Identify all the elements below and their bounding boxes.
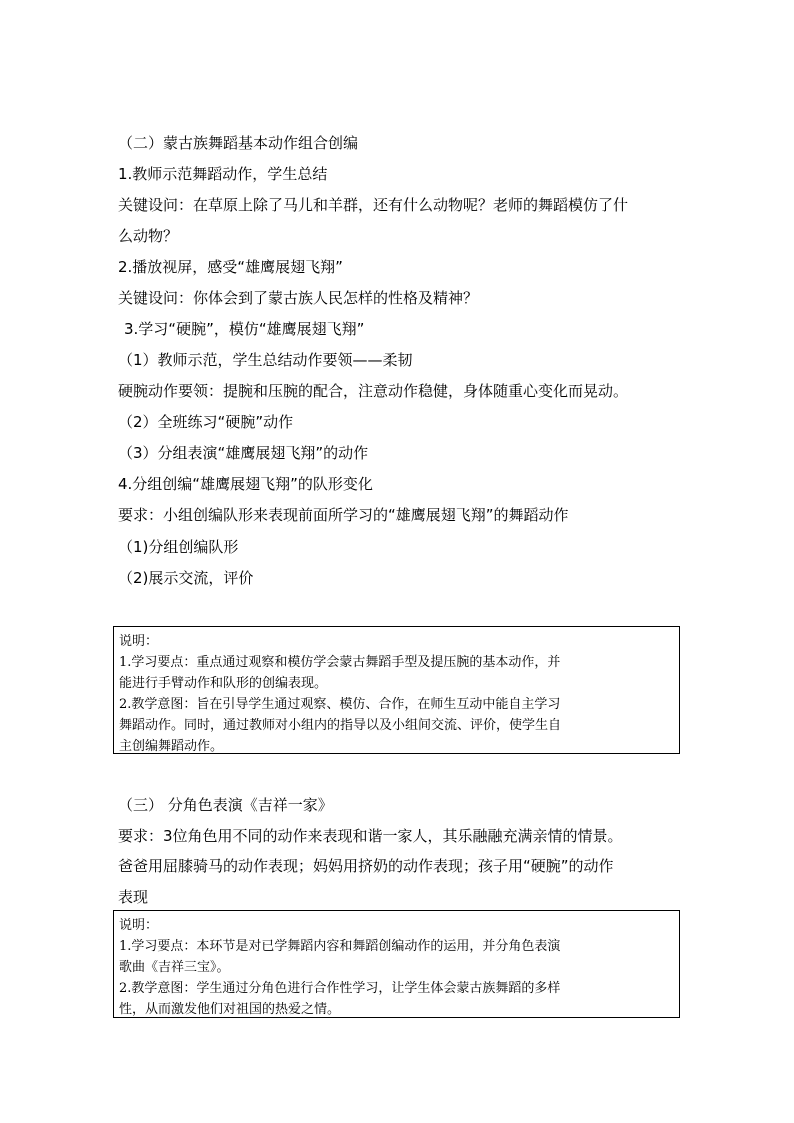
note-line: 2.教学意图：旨在引导学生通过观察、模仿、合作，在师生互动中能自主学习	[119, 697, 561, 712]
note-line: 1.学习要点：本环节是对已学舞蹈内容和舞蹈创编动作的运用，并分角色表演	[119, 939, 561, 954]
key-question-2: 关键设问：你体会到了蒙古族人民怎样的性格及精神？	[118, 289, 479, 307]
note-line: 主创编舞蹈动作。	[119, 739, 224, 754]
note-line: 2.教学意图：学生通过分角色进行合作性学习，让学生体会蒙古族舞蹈的多样	[119, 981, 561, 996]
key-question-1-line1: 关键设问：在草原上除了马儿和羊群，还有什么动物呢？老师的舞蹈模仿了什	[118, 196, 629, 214]
note-box-2	[113, 910, 680, 1018]
note-line: 歌曲《吉祥三宝》。	[119, 960, 230, 975]
key-question-1-line2: 么动物？	[118, 227, 179, 245]
note-line: 舞蹈动作。同时，通过教师对小组内的指导以及小组间交流、评价，使学生自	[119, 718, 562, 733]
requirement-2: 要求：3位角色用不同的动作来表现和谐一家人，其乐融融充满亲情的情景。	[118, 827, 623, 845]
roles-line2: 表现	[118, 888, 149, 906]
section2-heading: （二）蒙古族舞蹈基本动作组合创编	[118, 134, 359, 152]
roles-line1: 爸爸用屈膝骑马的动作表现；妈妈用挤奶的动作表现；孩子用“硬腕”的动作	[118, 857, 614, 875]
note-box-1	[113, 626, 680, 754]
note-line: 1.学习要点：重点通过观察和模仿学会蒙古舞蹈手型及提压腕的基本动作，并	[119, 655, 561, 670]
item2: 2.播放视屏，感受“雄鹰展翅飞翔”	[118, 258, 343, 276]
note-line: 能进行手臂动作和队形的创编表现。	[119, 676, 328, 691]
requirement-1: 要求：小组创编队形来表现前面所学习的“雄鹰展翅飞翔”的舞蹈动作	[118, 506, 569, 524]
sub-step2: （2)展示交流，评价	[118, 569, 254, 587]
step1: （1）教师示范，学生总结动作要领——柔韧	[118, 351, 413, 369]
note-title: 说明：	[119, 634, 159, 649]
sub-step1: （1)分组创编队形	[118, 538, 239, 556]
note-title: 说明：	[119, 918, 159, 933]
item4: 4.分组创编“雄鹰展翅飞翔”的队形变化	[118, 475, 373, 493]
step3: （3）分组表演“雄鹰展翅飞翔”的动作	[118, 444, 369, 462]
section3-heading: （三） 分角色表演《吉祥一家》	[118, 796, 333, 814]
step2: （2）全班练习“硬腕”动作	[118, 413, 294, 431]
note-line: 性，从而激发他们对祖国的热爱之情。	[119, 1002, 341, 1017]
item3: 3.学习“硬腕”，模仿“雄鹰展翅飞翔”	[124, 320, 365, 338]
item1: 1.教师示范舞蹈动作，学生总结	[118, 165, 328, 183]
action-essentials: 硬腕动作要领：提腕和压腕的配合，注意动作稳健，身体随重心变化而晃动。	[118, 382, 629, 400]
